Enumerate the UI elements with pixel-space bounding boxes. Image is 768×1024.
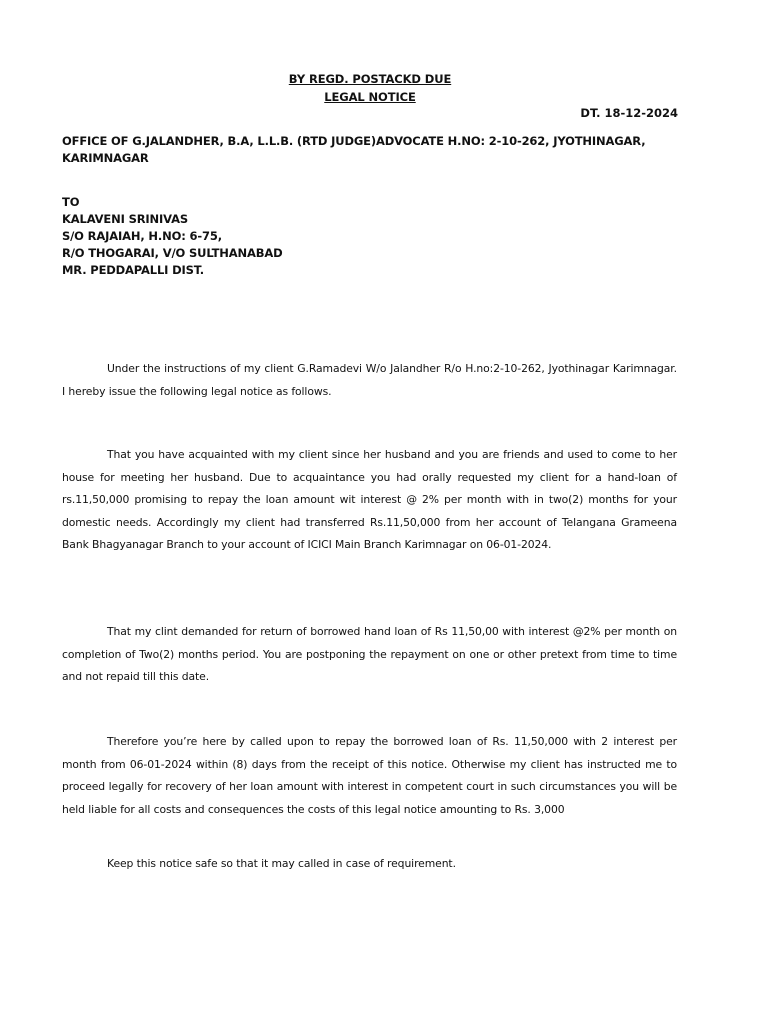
recipient-address-line-2: R/O THOGARAI, V/O SULTHANABAD [62, 246, 283, 260]
body-paragraph-demand: That my clint demanded for return of borrowed hand loan of Rs 11,50,00 with interest @2% per month on completion of Two(2) months period. You are postponing the repayment on one or other pretext from time to time and not repaid till this date. [62, 625, 677, 683]
notice-delivery-heading: BY REGD. POSTACKD DUE [288, 72, 452, 86]
body-paragraph-instructions: Under the instructions of my client G.Ramadevi W/o Jalandher R/o H.no:2-10-262, Jyothinagar Karimnagar. I hereby issue the following legal notice as follows. [62, 362, 677, 398]
body-paragraph-loan-details: That you have acquainted with my client since her husband and you are friends and used to come to her house for meeting her husband. Due to acquaintance you had orally requested my client for a hand-loan of rs.11,50,000 promising to repay the loan amount wit interest @ 2% per month with in two(2) months for your domestic needs. Accordingly my client had transferred Rs.11,50,000 from her account of Telangana Grameena Bank Bhagyanagar Branch to your account of ICICI Main Branch Karimnagar on 06-01-2024. [62, 448, 677, 551]
recipient-to-label: TO [62, 195, 80, 209]
notice-title: LEGAL NOTICE [324, 90, 416, 104]
recipient-name: KALAVENI SRINIVAS [62, 212, 188, 226]
recipient-address-block [62, 194, 283, 279]
body-paragraph-final-demand: Therefore you’re here by called upon to repay the borrowed loan of Rs. 11,50,000 with 2 interest per month from 06-01-2024 within (8) days from the receipt of this notice. Otherwise my client has instructed me to proceed legally for recovery of her loan amount with interest in competent court in such circumstances you will be held liable for all costs and consequences the costs of this legal notice amounting to Rs. 3,000 [62, 735, 677, 816]
recipient-address-line-1: S/O RAJAIAH, H.NO: 6-75, [62, 229, 222, 243]
body-paragraph-closing: Keep this notice safe so that it may called in case of requirement. [107, 857, 456, 870]
recipient-address-line-3: MR. PEDDAPALLI DIST. [62, 263, 204, 277]
advocate-office-address: OFFICE OF G.JALANDHER, B.A, L.L.B. (RTD JUDGE)ADVOCATE H.NO: 2-10-262, JYOTHINAGAR, KARIMNAGAR [62, 134, 646, 165]
notice-date: DT. 18-12-2024 [580, 106, 678, 120]
